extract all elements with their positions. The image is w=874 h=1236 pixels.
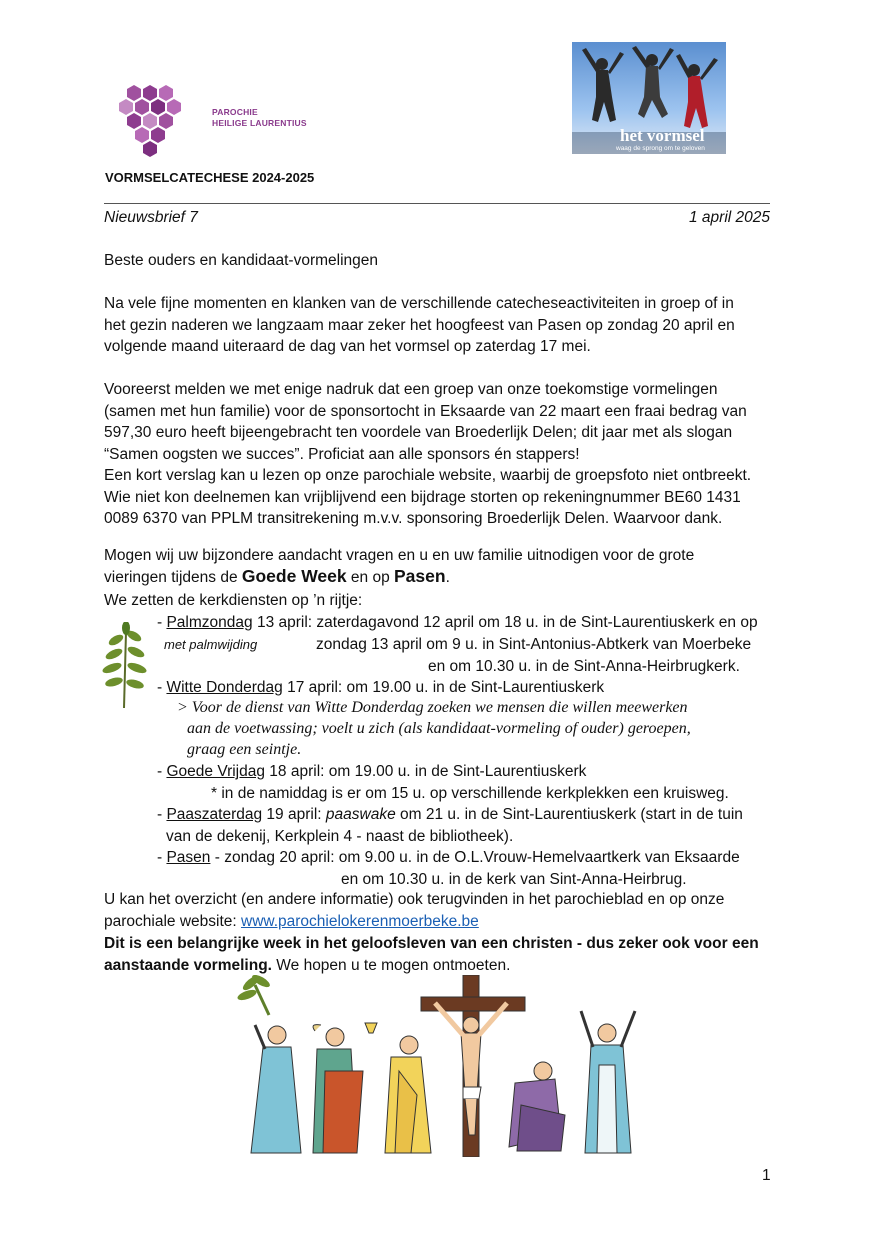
text-span: en op xyxy=(346,569,394,586)
kneeling-figure-icon xyxy=(509,1062,565,1151)
palm-branch-icon xyxy=(100,622,148,708)
paragraph-2-line: (samen met hun familie) voor de sponsortocht in Eksaarde van 22 maart een fraai bedrag van xyxy=(104,402,747,420)
kruisweg-note: * in de namiddag is er om 15 u. op verschillende kerkplekken een kruisweg. xyxy=(211,784,729,802)
text-span: We hopen u te mogen ontmoeten. xyxy=(271,956,511,974)
crucifix-icon xyxy=(421,975,525,1157)
text-span: parochiale website: xyxy=(104,912,241,930)
pasen-label: Pasen xyxy=(166,849,211,866)
text-span: vieringen tijdens de xyxy=(104,569,242,586)
text-span: 13 april: zaterdagavond 12 april om 18 u. in de Sint-Laurentiuskerk en op xyxy=(252,614,758,631)
paragraph-2-line: Een kort verslag kan u lezen op onze parochiale website, waarbij de groepsfoto niet ontbreekt. xyxy=(104,467,752,484)
text-span: - zondag 20 april: om 9.00 u. in de O.L.Vrouw-Hemelvaartkerk van Eksaarde xyxy=(210,849,740,866)
voetwassing-note-1: > Voor de dienst van Witte Donderdag zoeken we mensen die willen meewerken xyxy=(177,699,688,716)
pasen-line-2: en om 10.30 u. in de kerk van Sint-Anna-Heirbrug. xyxy=(341,870,687,888)
voetwassing-note-2: aan de voetwassing; voelt u zich (als kandidaat-vormeling of ouder) geroepen, xyxy=(187,720,691,737)
paragraph-2-line: Vooreerst melden we met enige nadruk dat een groep van onze toekomstige vormelingen xyxy=(104,381,718,398)
paragraph-2-line: Wie niet kon deelnemen kan vrijblijvend een bijdrage storten op rekeningnummer BE60 1431 xyxy=(104,488,741,506)
risen-figure-icon xyxy=(581,1011,635,1153)
palmzondag-line-2: zondag 13 april om 9 u. in Sint-Antonius-Abtkerk van Moerbeke xyxy=(316,636,752,653)
parish-logo xyxy=(115,85,315,160)
text-span: aanstaande vormeling. xyxy=(104,956,272,974)
pasen-highlight: Pasen xyxy=(394,566,446,586)
text-span: . xyxy=(445,569,450,586)
document-title: VORMSELCATECHESE 2024-2025 xyxy=(105,170,315,185)
paaswake-label: paaswake xyxy=(325,806,396,823)
dash: - xyxy=(157,679,167,696)
dash: - xyxy=(157,763,167,780)
paragraph-3-line-1: Mogen wij uw bijzondere aandacht vragen en u en uw familie uitnodigen voor de grote xyxy=(104,547,695,564)
text-span: 17 april: om 19.00 u. in de Sint-Laurentiuskerk xyxy=(282,679,605,696)
paragraph-2-line: 0089 6370 van PPLM transitrekening m.v.v. sponsoring Broederlijk Delen. Waarvoor dank. xyxy=(104,510,723,527)
palmwijding-note: met palmwijding xyxy=(164,637,258,652)
vormsel-photo xyxy=(572,42,726,154)
paragraph-4-line-2 xyxy=(104,911,479,933)
palm-figure-icon xyxy=(236,975,301,1153)
goede-vrijdag-label: Goede Vrijdag xyxy=(166,763,265,780)
bowing-figure-icon xyxy=(385,1036,431,1153)
photo-caption: het vormsel xyxy=(620,126,705,145)
palmzondag-line-3: en om 10.30 u. in de Sint-Anna-Heirbrugkerk. xyxy=(428,657,740,675)
witte-donderdag-line xyxy=(157,677,604,699)
paragraph-1-line: het gezin naderen we langzaam maar zeker het hoogfeest van Pasen op zondag 20 april en xyxy=(104,316,735,334)
paaszaterdag-line-1 xyxy=(157,804,743,826)
paragraph-5-line-2 xyxy=(104,955,510,977)
palmzondag-line-1 xyxy=(157,612,758,634)
text-span: 19 april: xyxy=(262,806,326,823)
text-span: om 21 u. in de Sint-Laurentiuskerk (start in de tuin xyxy=(395,806,743,823)
paragraph-3-line-2 xyxy=(104,566,450,589)
page-number: 1 xyxy=(762,1167,771,1184)
chalice-figure-icon xyxy=(313,1023,377,1153)
newsletter-date: 1 april 2025 xyxy=(688,209,770,226)
goede-week-highlight: Goede Week xyxy=(241,566,347,586)
logo-line-2: HEILIGE LAURENTIUS xyxy=(212,118,307,128)
paragraph-1-line: Na vele fijne momenten en klanken van de verschillende catecheseactiviteiten in groep of in xyxy=(104,295,734,312)
dash: - xyxy=(157,614,167,631)
voetwassing-note-3: graag een seintje. xyxy=(187,741,302,758)
palmzondag-label: Palmzondag xyxy=(166,614,253,631)
dash: - xyxy=(157,806,167,823)
paragraph-1-line: volgende maand uiteraard de dag van het vormsel op zaterdag 17 mei. xyxy=(104,338,591,355)
paragraph-5-line-1: Dit is een belangrijke week in het geloofsleven van een christen - dus zeker ook voor een xyxy=(104,935,759,952)
grape-hexagon-logo-icon xyxy=(115,85,181,157)
photo-subcaption: waag de sprong om te geloven xyxy=(616,145,705,152)
pasen-line-1 xyxy=(157,847,740,869)
logo-line-1: PAROCHIE xyxy=(212,107,258,117)
paragraph-2-line: 597,30 euro heeft bijeengebracht ten voordele van Broederlijk Delen; dit jaar met als slogan xyxy=(104,424,733,441)
greeting: Beste ouders en kandidaat-vormelingen xyxy=(104,252,379,269)
title-divider xyxy=(104,203,770,204)
newsletter-number: Nieuwsbrief 7 xyxy=(104,209,198,226)
holy-week-illustration xyxy=(225,975,645,1157)
witte-donderdag-label: Witte Donderdag xyxy=(166,679,283,696)
parish-website-link[interactable]: www.parochielokerenmoerbeke.be xyxy=(241,912,479,930)
paragraph-4-line-1: U kan het overzicht (en andere informatie) ook terugvinden in het parochieblad en op onze xyxy=(104,891,725,908)
goede-vrijdag-line xyxy=(157,761,586,783)
paaszaterdag-line-2: van de dekenij, Kerkplein 4 - naast de bibliotheek). xyxy=(166,827,514,845)
text-span: 18 april: om 19.00 u. in de Sint-Laurentiuskerk xyxy=(265,763,587,780)
dash: - xyxy=(157,849,167,866)
paragraph-3-line-3: We zetten de kerkdiensten op ’n rijtje: xyxy=(104,592,363,609)
paaszaterdag-label: Paaszaterdag xyxy=(166,806,263,823)
paragraph-2-line: “Samen oogsten we succes”. Proficiat aan alle sponsors én stappers! xyxy=(104,445,580,463)
